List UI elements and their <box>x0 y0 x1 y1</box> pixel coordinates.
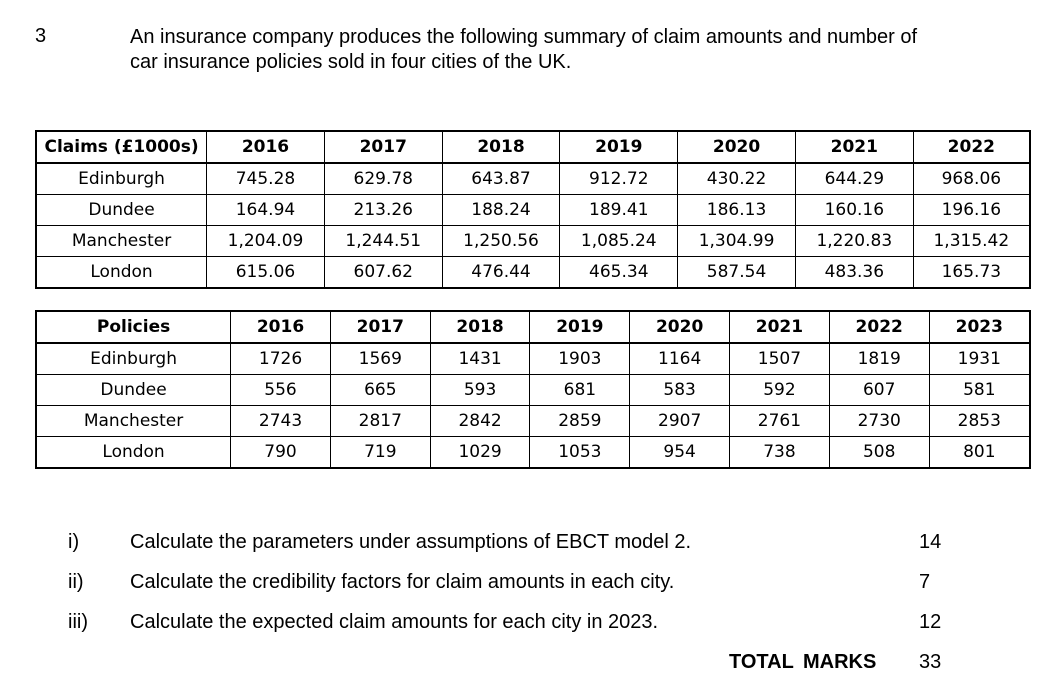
table-cell: 2761 <box>730 406 830 437</box>
table-header-cell: 2020 <box>630 311 730 343</box>
table-cell: Edinburgh <box>36 163 207 195</box>
table-cell: 476.44 <box>442 257 560 289</box>
table-cell: 607 <box>829 375 929 406</box>
table-header-cell: 2023 <box>929 311 1030 343</box>
table-cell: 1931 <box>929 343 1030 375</box>
table-cell: 2743 <box>231 406 331 437</box>
table-cell: Manchester <box>36 226 207 257</box>
table-row <box>36 375 1030 406</box>
table-cell: 2842 <box>430 406 530 437</box>
table-cell: 556 <box>231 375 331 406</box>
table-cell: Edinburgh <box>36 343 231 375</box>
table-cell: 801 <box>929 437 1030 469</box>
table-header-cell: 2022 <box>829 311 929 343</box>
table-cell: 615.06 <box>207 257 325 289</box>
table-cell: 912.72 <box>560 163 678 195</box>
subquestion-marks: 14 <box>919 531 942 553</box>
table-cell: 581 <box>929 375 1030 406</box>
table-cell: 1,315.42 <box>913 226 1030 257</box>
table-cell: 2817 <box>330 406 430 437</box>
table-cell: 681 <box>530 375 630 406</box>
table-cell: 593 <box>430 375 530 406</box>
table-cell: 465.34 <box>560 257 678 289</box>
table-cell: 745.28 <box>207 163 325 195</box>
table-cell: 583 <box>630 375 730 406</box>
table-cell: Dundee <box>36 195 207 226</box>
table-cell: 188.24 <box>442 195 560 226</box>
table-cell: 1029 <box>430 437 530 469</box>
question-number: 3 <box>35 25 47 47</box>
table-cell: 1053 <box>530 437 630 469</box>
table-cell: 1,250.56 <box>442 226 560 257</box>
table-cell: 629.78 <box>324 163 442 195</box>
table-header-cell: 2018 <box>442 131 560 163</box>
table-header-cell: 2022 <box>913 131 1030 163</box>
table-header-cell: 2020 <box>678 131 796 163</box>
table-cell: 643.87 <box>442 163 560 195</box>
table-cell: 2907 <box>630 406 730 437</box>
table-cell: 665 <box>330 375 430 406</box>
table-cell: 719 <box>330 437 430 469</box>
subquestion-marks: 7 <box>919 571 931 593</box>
table-cell: 1819 <box>829 343 929 375</box>
table-row <box>36 195 1030 226</box>
table-cell: 508 <box>829 437 929 469</box>
table-row <box>36 406 1030 437</box>
table-header-cell: 2017 <box>324 131 442 163</box>
table-cell: 1164 <box>630 343 730 375</box>
table-row <box>36 163 1030 195</box>
table-cell: 2859 <box>530 406 630 437</box>
table-header-cell: 2016 <box>231 311 331 343</box>
subquestion-text: Calculate the parameters under assumptions of EBCT model 2. <box>130 531 692 553</box>
table-cell: 2730 <box>829 406 929 437</box>
total-marks-label: TOTAL MARKS <box>729 651 877 673</box>
table-cell: 738 <box>730 437 830 469</box>
table-header-row <box>36 131 1030 163</box>
table-header-row <box>36 311 1030 343</box>
table-cell: 607.62 <box>324 257 442 289</box>
table-header-cell: Policies <box>36 311 231 343</box>
table-cell: 1,244.51 <box>324 226 442 257</box>
policies-table <box>35 310 1031 469</box>
table-header-cell: Claims (£1000s) <box>36 131 207 163</box>
table-cell: 1507 <box>730 343 830 375</box>
table-cell: 430.22 <box>678 163 796 195</box>
table-header-cell: 2016 <box>207 131 325 163</box>
table-cell: 483.36 <box>795 257 913 289</box>
subquestion-label: iii) <box>68 611 88 633</box>
table-cell: 644.29 <box>795 163 913 195</box>
table-cell: 954 <box>630 437 730 469</box>
table-cell: 164.94 <box>207 195 325 226</box>
table-cell: 1569 <box>330 343 430 375</box>
table-cell: 196.16 <box>913 195 1030 226</box>
table-cell: 587.54 <box>678 257 796 289</box>
claims-table <box>35 130 1031 289</box>
subquestion-label: ii) <box>68 571 84 593</box>
subquestion-text: Calculate the expected claim amounts for each city in 2023. <box>130 611 659 633</box>
subquestion-label: i) <box>68 531 80 553</box>
table-cell: 1726 <box>231 343 331 375</box>
question-intro: An insurance company produces the following summary of claim amounts and number of car insurance policies sold in four cities of the UK. <box>130 26 918 73</box>
table-header-cell: 2019 <box>560 131 678 163</box>
table-cell: 968.06 <box>913 163 1030 195</box>
table-row <box>36 226 1030 257</box>
table-cell: 186.13 <box>678 195 796 226</box>
table-cell: Dundee <box>36 375 231 406</box>
subquestion-text: Calculate the credibility factors for claim amounts in each city. <box>130 571 675 593</box>
table-cell: Manchester <box>36 406 231 437</box>
table-header-cell: 2021 <box>730 311 830 343</box>
table-cell: 1,085.24 <box>560 226 678 257</box>
table-header-cell: 2017 <box>330 311 430 343</box>
table-cell: London <box>36 437 231 469</box>
table-cell: 189.41 <box>560 195 678 226</box>
table-cell: 1,304.99 <box>678 226 796 257</box>
table-cell: 2853 <box>929 406 1030 437</box>
table-header-cell: 2018 <box>430 311 530 343</box>
table-cell: 1431 <box>430 343 530 375</box>
table-row <box>36 437 1030 469</box>
table-header-cell: 2019 <box>530 311 630 343</box>
table-cell: 165.73 <box>913 257 1030 289</box>
table-cell: 213.26 <box>324 195 442 226</box>
subquestion-marks: 12 <box>919 611 942 633</box>
table-row <box>36 343 1030 375</box>
table-cell: 1903 <box>530 343 630 375</box>
table-cell: 592 <box>730 375 830 406</box>
table-header-cell: 2021 <box>795 131 913 163</box>
total-marks-value: 33 <box>919 651 942 673</box>
table-cell: 1,204.09 <box>207 226 325 257</box>
table-cell: 790 <box>231 437 331 469</box>
table-cell: 160.16 <box>795 195 913 226</box>
table-cell: London <box>36 257 207 289</box>
table-cell: 1,220.83 <box>795 226 913 257</box>
table-row <box>36 257 1030 289</box>
